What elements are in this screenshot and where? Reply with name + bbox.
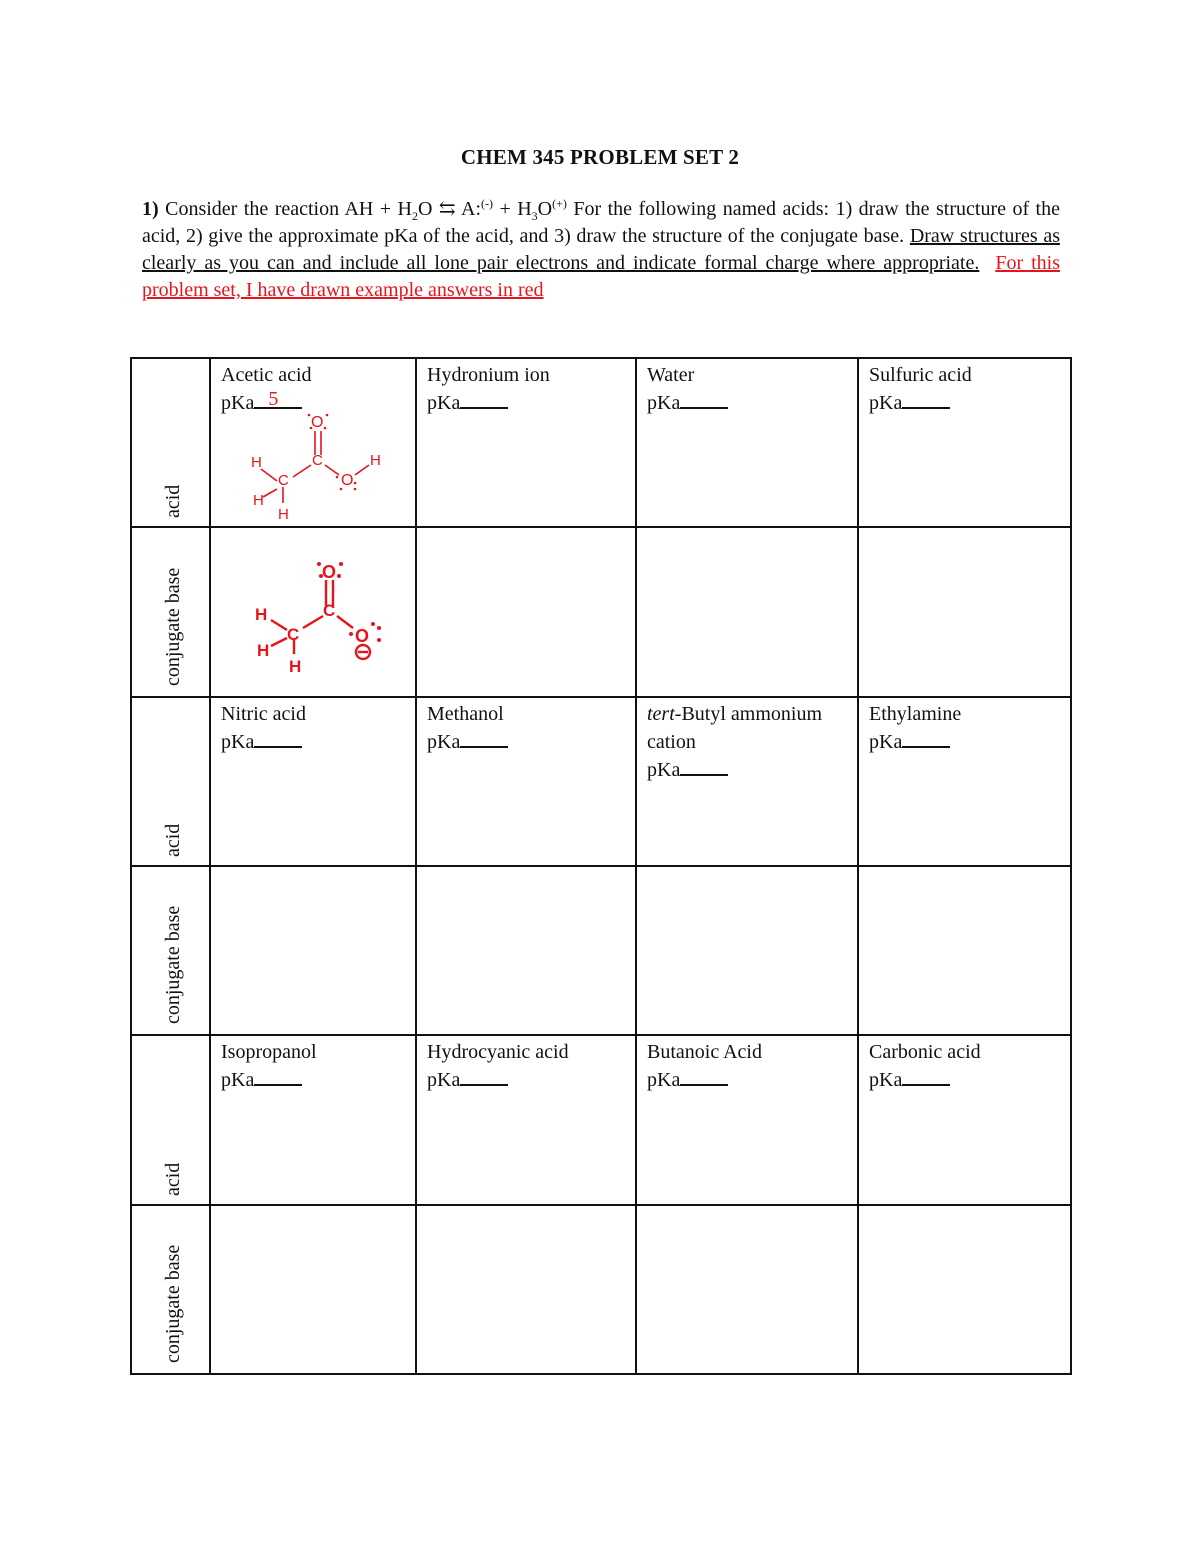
atom-carbon: C — [278, 472, 289, 489]
acid-name: Nitric acid — [221, 702, 306, 725]
pka-label: pKa — [869, 1069, 903, 1092]
row-label-cell — [131, 697, 210, 866]
question-text — [142, 196, 1060, 304]
pka-blank[interactable] — [460, 728, 508, 748]
pka-blank[interactable] — [254, 389, 302, 409]
atom-carbon: C — [287, 625, 300, 645]
row-label-cell — [131, 358, 210, 527]
pka-label: pKa — [427, 730, 461, 753]
acid-cell[interactable] — [210, 1035, 416, 1204]
atom-oxygen: O — [341, 472, 354, 489]
pka-blank[interactable] — [902, 1066, 950, 1086]
row-label-cell — [131, 1035, 210, 1204]
row-label-cell — [131, 1205, 210, 1374]
red-note: For this problem set, I have drawn example answers in red — [142, 252, 1061, 301]
conjugate-base-cell[interactable] — [416, 527, 636, 696]
instructions: For the following named acids: 1) draw the structure of the acid, 2) give the approximate pKa of the acid, and 3) draw the structure of the conjugate base. — [142, 198, 1060, 247]
pka-blank[interactable] — [460, 1066, 508, 1086]
acid-cell[interactable] — [416, 1035, 636, 1204]
row-label-conjugate-base: conjugate base — [161, 906, 184, 1025]
acid-cell[interactable] — [636, 697, 858, 866]
acid-name: Hydronium ion — [427, 364, 550, 386]
acid-name: Methanol — [427, 702, 504, 725]
conjugate-base-cell[interactable] — [858, 866, 1071, 1035]
row-label-cell — [131, 527, 210, 696]
reaction-a: A: — [455, 198, 482, 220]
acid-name: Sulfuric acid — [869, 364, 972, 386]
negative-charge-icon — [356, 645, 370, 659]
row-label-acid: acid — [161, 823, 184, 857]
atom-hydrogen: H — [255, 605, 268, 625]
pka-label: pKa — [647, 758, 681, 781]
pka-label: pKa — [427, 392, 461, 414]
conjugate-base-cell[interactable] — [636, 1205, 858, 1374]
conjugate-base-cell[interactable] — [210, 527, 416, 696]
acid-cell[interactable] — [416, 697, 636, 866]
sub-3: 3 — [531, 209, 538, 223]
conjugate-base-cell[interactable] — [636, 527, 858, 696]
acid-name: Butanoic Acid — [647, 1041, 762, 1064]
row-label-acid: acid — [161, 485, 184, 519]
acid-cell[interactable] — [636, 358, 858, 527]
sup-plus: (+) — [552, 196, 567, 211]
atom-oxygen: O — [355, 626, 370, 647]
acid-cell[interactable] — [858, 358, 1071, 527]
acid-row — [131, 697, 1071, 866]
pka-blank[interactable] — [902, 728, 950, 748]
row-label-conjugate-base: conjugate base — [161, 1244, 184, 1363]
conjugate-base-cell[interactable] — [416, 1205, 636, 1374]
acid-name: Water — [647, 364, 695, 386]
conjugate-base-cell[interactable] — [636, 866, 858, 1035]
pka-label: pKa — [221, 730, 255, 753]
conjugate-base-cell[interactable] — [210, 866, 416, 1035]
pka-label: pKa — [647, 392, 681, 414]
atom-oxygen: O — [322, 562, 337, 583]
row-label-cell — [131, 866, 210, 1035]
underlined-instructions: Draw structures as clearly as you can and include all lone pair electrons and indicate formal charge where appropriate. — [142, 225, 1060, 274]
acid-name: Ethylamine — [869, 702, 962, 725]
acetic-acid-structure — [231, 409, 401, 527]
atom-hydrogen: H — [257, 641, 270, 661]
acid-cell[interactable] — [416, 358, 636, 527]
acid-name-rest: -Butyl ammonium cation — [647, 702, 822, 753]
conjugate-base-cell[interactable] — [416, 866, 636, 1035]
acid-cell[interactable] — [210, 697, 416, 866]
conjugate-base-cell[interactable] — [858, 1205, 1071, 1374]
atom-hydrogen: H — [370, 452, 381, 469]
acid-name-italic: tert — [647, 702, 675, 725]
atom-hydrogen: H — [251, 454, 262, 471]
acid-cell[interactable] — [858, 1035, 1071, 1204]
conjugate-base-row — [131, 1205, 1071, 1374]
pka-label: pKa — [869, 392, 903, 414]
pka-blank[interactable] — [254, 1066, 302, 1086]
atom-hydrogen: H — [278, 506, 289, 523]
question-paren: ) — [152, 198, 159, 220]
acid-name: Carbonic acid — [869, 1041, 981, 1064]
pka-label: pKa — [221, 392, 255, 414]
answer-grid — [130, 357, 1072, 1375]
pka-label: pKa — [221, 1069, 255, 1092]
atom-hydrogen: H — [253, 492, 264, 509]
conjugate-base-row — [131, 866, 1071, 1035]
acid-name: Acetic acid — [221, 364, 312, 386]
conjugate-base-row — [131, 527, 1071, 696]
atom-hydrogen: H — [289, 657, 302, 677]
row-label-acid: acid — [161, 1162, 184, 1196]
question-number: 1 — [142, 198, 152, 220]
acid-name: Isopropanol — [221, 1041, 317, 1064]
atom-carbon: C — [323, 601, 336, 621]
acid-cell[interactable] — [636, 1035, 858, 1204]
pka-blank[interactable] — [680, 389, 728, 409]
acid-row — [131, 1035, 1071, 1204]
acid-name — [647, 700, 847, 756]
pka-blank[interactable] — [680, 1066, 728, 1086]
pka-label: pKa — [647, 1069, 681, 1092]
sup-minus: (-) — [481, 196, 494, 211]
row-label-conjugate-base: conjugate base — [161, 567, 184, 686]
pka-label: pKa — [869, 730, 903, 753]
atom-oxygen: O — [311, 414, 324, 431]
acid-name: Hydrocyanic acid — [427, 1041, 569, 1064]
acetate-structure — [249, 554, 399, 684]
pka-blank[interactable] — [460, 389, 508, 409]
pka-blank[interactable] — [254, 728, 302, 748]
reaction-o: O — [417, 198, 439, 220]
sub-2: 2 — [411, 209, 418, 223]
atom-carbon: C — [312, 452, 323, 469]
acid-cell[interactable] — [210, 358, 416, 527]
equilibrium-arrow-icon: ⇆ — [438, 198, 456, 220]
pka-label: pKa — [427, 1069, 461, 1092]
acid-row — [131, 358, 1071, 527]
page-title: CHEM 345 PROBLEM SET 2 — [460, 145, 740, 169]
conjugate-base-cell[interactable] — [210, 1205, 416, 1374]
reaction-plus: + H — [493, 198, 532, 220]
pka-blank[interactable] — [902, 389, 950, 409]
reaction-text: Consider the reaction AH + H — [158, 198, 412, 220]
conjugate-base-cell[interactable] — [858, 527, 1071, 696]
acid-cell[interactable] — [858, 697, 1071, 866]
pka-answer: 5 — [268, 388, 279, 410]
reaction-o2: O — [537, 198, 553, 220]
pka-blank[interactable] — [680, 756, 728, 776]
